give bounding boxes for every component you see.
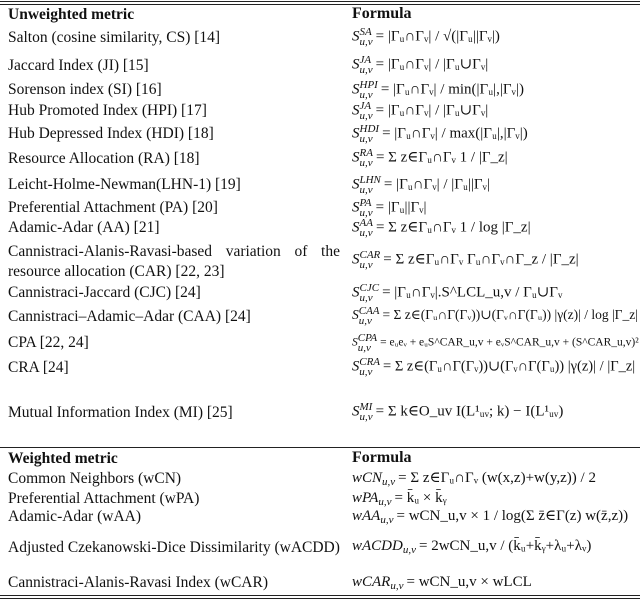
formula-symbol: wACDD (352, 538, 403, 554)
formula-subscript: u,v (358, 315, 372, 327)
formula-subscript: u,v (359, 89, 373, 101)
formula-indices (360, 402, 373, 422)
formula-subscript: u,v (359, 292, 373, 304)
formula-symbol: S (352, 358, 360, 375)
formula (352, 469, 640, 487)
metric-name: Adamic-Adar (wAA) (8, 508, 141, 525)
table-row (0, 469, 640, 489)
formula-indices (390, 575, 403, 591)
metric-name: Adjusted Czekanowski-Dice Dissimilarity (wACDD) (8, 539, 340, 556)
metric-name: Sorenson index (SI) [16] (8, 81, 162, 98)
formula-superscript: CAA (358, 305, 380, 317)
formula-indices (360, 124, 380, 144)
formula-expression: = |Γᵤ∩Γᵥ| / |Γᵤ∪Γᵥ| (375, 56, 489, 73)
formula-expression: = |Γᵤ∩Γᵥ| / max(|Γᵤ|,|Γᵥ|) (382, 125, 528, 142)
formula-subscript: u,v (359, 64, 373, 76)
formula-expression: = |Γᵤ∩Γᵥ| / |Γᵤ||Γᵥ| (383, 176, 490, 193)
formula-subscript: u,v (359, 258, 373, 271)
formula-expression: = |Γᵤ∩Γᵥ| / min(|Γᵤ|,|Γᵥ|) (380, 81, 524, 98)
formula-subscript: u,v (359, 207, 373, 219)
formula (352, 198, 640, 218)
formula-superscript: SA (359, 25, 372, 38)
formula-symbol: wPA (352, 490, 379, 506)
table-row (0, 528, 640, 572)
formula-indices (378, 491, 391, 507)
table-row (0, 242, 640, 283)
formula-indices (380, 509, 393, 525)
formula-superscript: MI (359, 401, 373, 413)
formula-expression: = |Γᵤ∩Γᵥ| / √(|Γᵤ||Γᵥ|) (375, 27, 500, 44)
table-row (0, 355, 640, 385)
formula-superscript: CRA (359, 356, 381, 368)
table-row (0, 489, 640, 507)
formula (352, 283, 640, 303)
formula-symbol: S (352, 403, 360, 420)
formula-symbol: S (352, 199, 360, 216)
formula-subscript: u,v (359, 133, 373, 145)
table-row (0, 80, 640, 101)
formula-superscript: RA (359, 147, 373, 159)
metric-name: Mutual Information Index (MI) [25] (8, 404, 233, 421)
metric-name: Hub Promoted Index (HPI) [17] (8, 102, 207, 119)
formula-superscript: PA (359, 197, 372, 209)
formula-superscript: LHN (359, 174, 381, 186)
formula (352, 250, 640, 270)
formula-superscript: CJC (359, 282, 380, 294)
formula-symbol: S (352, 250, 360, 267)
formula-indices (360, 27, 373, 47)
formula-indices (360, 148, 373, 168)
formula (352, 333, 640, 353)
metric-name: Common Neighbors (wCN) (8, 470, 182, 487)
formula (352, 573, 640, 591)
formula-subscript: u,v (359, 35, 373, 48)
formula-symbol: S (352, 219, 360, 236)
formula-symbol: wCAR (352, 574, 391, 590)
formula-indices (359, 357, 380, 377)
formula (352, 537, 640, 555)
formula-expression: = wCN_u,v × wLCL (406, 574, 532, 590)
table-row (0, 124, 640, 147)
metric-name: Cannistraci-Alanis-Ravasi Index (wCAR) (8, 574, 268, 591)
formula-expression: = |Γᵤ∩Γᵥ| / |Γᵤ∪Γᵥ| (375, 102, 489, 119)
metric-name: Jaccard Index (JI) [15] (8, 56, 149, 74)
table-row (0, 24, 640, 55)
formula-expression: = Σ z∈(Γᵤ∩Γ(Γᵥ))∪(Γᵥ∩Γ(Γᵤ)) |γ(z)| / |Γ_z| (383, 358, 636, 375)
formula-symbol: S (352, 149, 360, 166)
unweighted-metric-header: Unweighted metric (8, 6, 135, 23)
formula (352, 306, 640, 326)
formula-subscript: u,v (359, 366, 373, 378)
formula-expression: = |Γᵤ∩Γᵥ|.S^LCL_u,v / Γᵤ∪Γᵥ (382, 284, 563, 301)
formula (352, 124, 640, 144)
formula-indices (360, 175, 381, 195)
formula-subscript: u,v (402, 543, 416, 556)
formula (352, 101, 640, 121)
formula-expression: = Σ z∈Γᵤ∩Γᵥ (w(x,z)+w(y,z)) / 2 (398, 470, 596, 486)
formula-indices (360, 55, 373, 75)
formula (352, 402, 640, 422)
formula-indices (382, 471, 395, 487)
table-row (0, 305, 640, 333)
formula-indices (359, 306, 380, 326)
formula (352, 507, 640, 525)
formula-expression: = Σ z∈(Γᵤ∩Γ(Γᵥ))∪(Γᵥ∩Γ(Γᵤ)) |γ(z)| / log |Γ_z| (382, 307, 638, 323)
formula-subscript: u,v (357, 342, 371, 354)
formula-expression: = wCN_u,v × 1 / log(Σ z̄∈Γ(z) w(z̄,z)) (396, 508, 629, 524)
unweighted-header-row (0, 5, 640, 24)
formula-superscript: JA (359, 54, 372, 66)
formula-expression: = eᵤeᵥ + eᵤS^CAR_u,v + eᵥS^CAR_u,v + (S^CAR_u,v)² (380, 336, 639, 349)
formula (352, 357, 640, 377)
formula-symbol: S (352, 307, 359, 323)
metric-name: CRA [24] (8, 359, 69, 376)
formula (352, 175, 640, 195)
metric-name: Cannistraci–Adamic–Adar (CAA) [24] (8, 308, 251, 325)
formula-symbol: S (352, 102, 360, 119)
metric-name: Preferential Attachment (wPA) (8, 490, 200, 507)
formula-symbol: S (352, 81, 360, 98)
formula-indices (358, 333, 377, 353)
formula-indices (403, 539, 416, 555)
metric-name: Cannistraci-Jaccard (CJC) [24] (8, 284, 201, 301)
table-row (0, 101, 640, 124)
formula-indices (360, 101, 373, 121)
formula-symbol: S (352, 27, 360, 44)
metric-name: Adamic-Adar (AA) [21] (8, 219, 160, 236)
metric-name: Salton (cosine similarity, CS) [14] (8, 28, 221, 46)
formula-superscript: CAR (359, 248, 381, 261)
unweighted-formula-header: Formula (352, 5, 412, 22)
formula-expression: = Σ z∈Γᵤ∩Γᵥ 1 / log |Γ_z| (375, 219, 531, 236)
formula-superscript: HDI (359, 123, 380, 135)
formula-expression: = k̄ᵤ × k̄ᵧ (394, 490, 447, 506)
formula-subscript: u,v (359, 184, 373, 196)
formula-symbol: wCN (352, 470, 383, 486)
formula-subscript: u,v (378, 495, 392, 508)
formula-symbol: S (352, 125, 360, 142)
table-row (0, 333, 640, 355)
table-row (0, 175, 640, 198)
table-row (0, 147, 640, 175)
formula-subscript: u,v (359, 110, 373, 122)
formula-subscript: u,v (359, 227, 373, 239)
table-row (0, 198, 640, 218)
formula-subscript: u,v (390, 579, 404, 592)
formula-subscript: u,v (380, 513, 394, 526)
formula (352, 218, 640, 238)
formula-symbol: wAA (352, 508, 381, 524)
table-row (0, 218, 640, 242)
formula-symbol: S (352, 284, 360, 301)
weighted-metric-header: Weighted metric (8, 450, 118, 467)
weighted-header-row (0, 449, 640, 468)
table-row (0, 55, 640, 80)
formula-expression: = Σ k∈O_uv I(L¹ᵤᵥ; k) − I(L¹ᵤᵥ) (375, 403, 564, 420)
table-row (0, 385, 640, 445)
table-row (0, 507, 640, 528)
bottom-rule (0, 595, 640, 599)
formula-subscript: u,v (382, 475, 396, 488)
formula-superscript: AA (359, 217, 373, 229)
formula-expression: = Σ z∈Γᵤ∩Γᵥ Γᵤ∩Γᵥ∩Γ_z / |Γ_z| (383, 250, 579, 267)
weighted-formula-header: Formula (352, 449, 412, 466)
formula-expression: = Σ z∈Γᵤ∩Γᵥ 1 / |Γ_z| (375, 149, 508, 166)
metric-name: Preferential Attachment (PA) [20] (8, 199, 218, 216)
metric-name: CPA [22, 24] (8, 334, 89, 351)
metric-name: Resource Allocation (RA) [18] (8, 150, 200, 167)
formula-superscript: JA (359, 100, 372, 112)
formula (352, 55, 640, 75)
section-divider (0, 447, 640, 448)
formula-indices (360, 283, 380, 303)
metric-name: Leicht-Holme-Newman(LHN-1) [19] (8, 176, 241, 193)
formula-subscript: u,v (359, 157, 373, 169)
formula-indices (360, 198, 373, 218)
formula-indices (360, 250, 381, 270)
formula (352, 148, 640, 168)
formula (352, 489, 640, 507)
table-row (0, 573, 640, 595)
formula-indices (360, 80, 378, 100)
formula-expression: = 2wCN_u,v / (k̄ᵤ+k̄ᵧ+λᵤ+λᵥ) (418, 538, 592, 554)
metric-name: Hub Depressed Index (HDI) [18] (8, 125, 214, 142)
formula-superscript: HPI (359, 79, 378, 91)
formula-subscript: u,v (359, 411, 373, 423)
formula-expression: = |Γᵤ||Γᵥ| (375, 199, 427, 216)
formula-indices (360, 218, 373, 238)
formula-symbol: S (352, 56, 360, 73)
table-row (0, 283, 640, 305)
metric-name: Cannistraci-Alanis-Ravasi-based variation of the resource allocation (CAR) [22, 23] (8, 243, 340, 280)
formula-symbol: S (352, 336, 358, 349)
formula-symbol: S (352, 176, 360, 193)
formula-superscript: CPA (357, 332, 378, 344)
formula (352, 27, 640, 47)
formula (352, 80, 640, 100)
